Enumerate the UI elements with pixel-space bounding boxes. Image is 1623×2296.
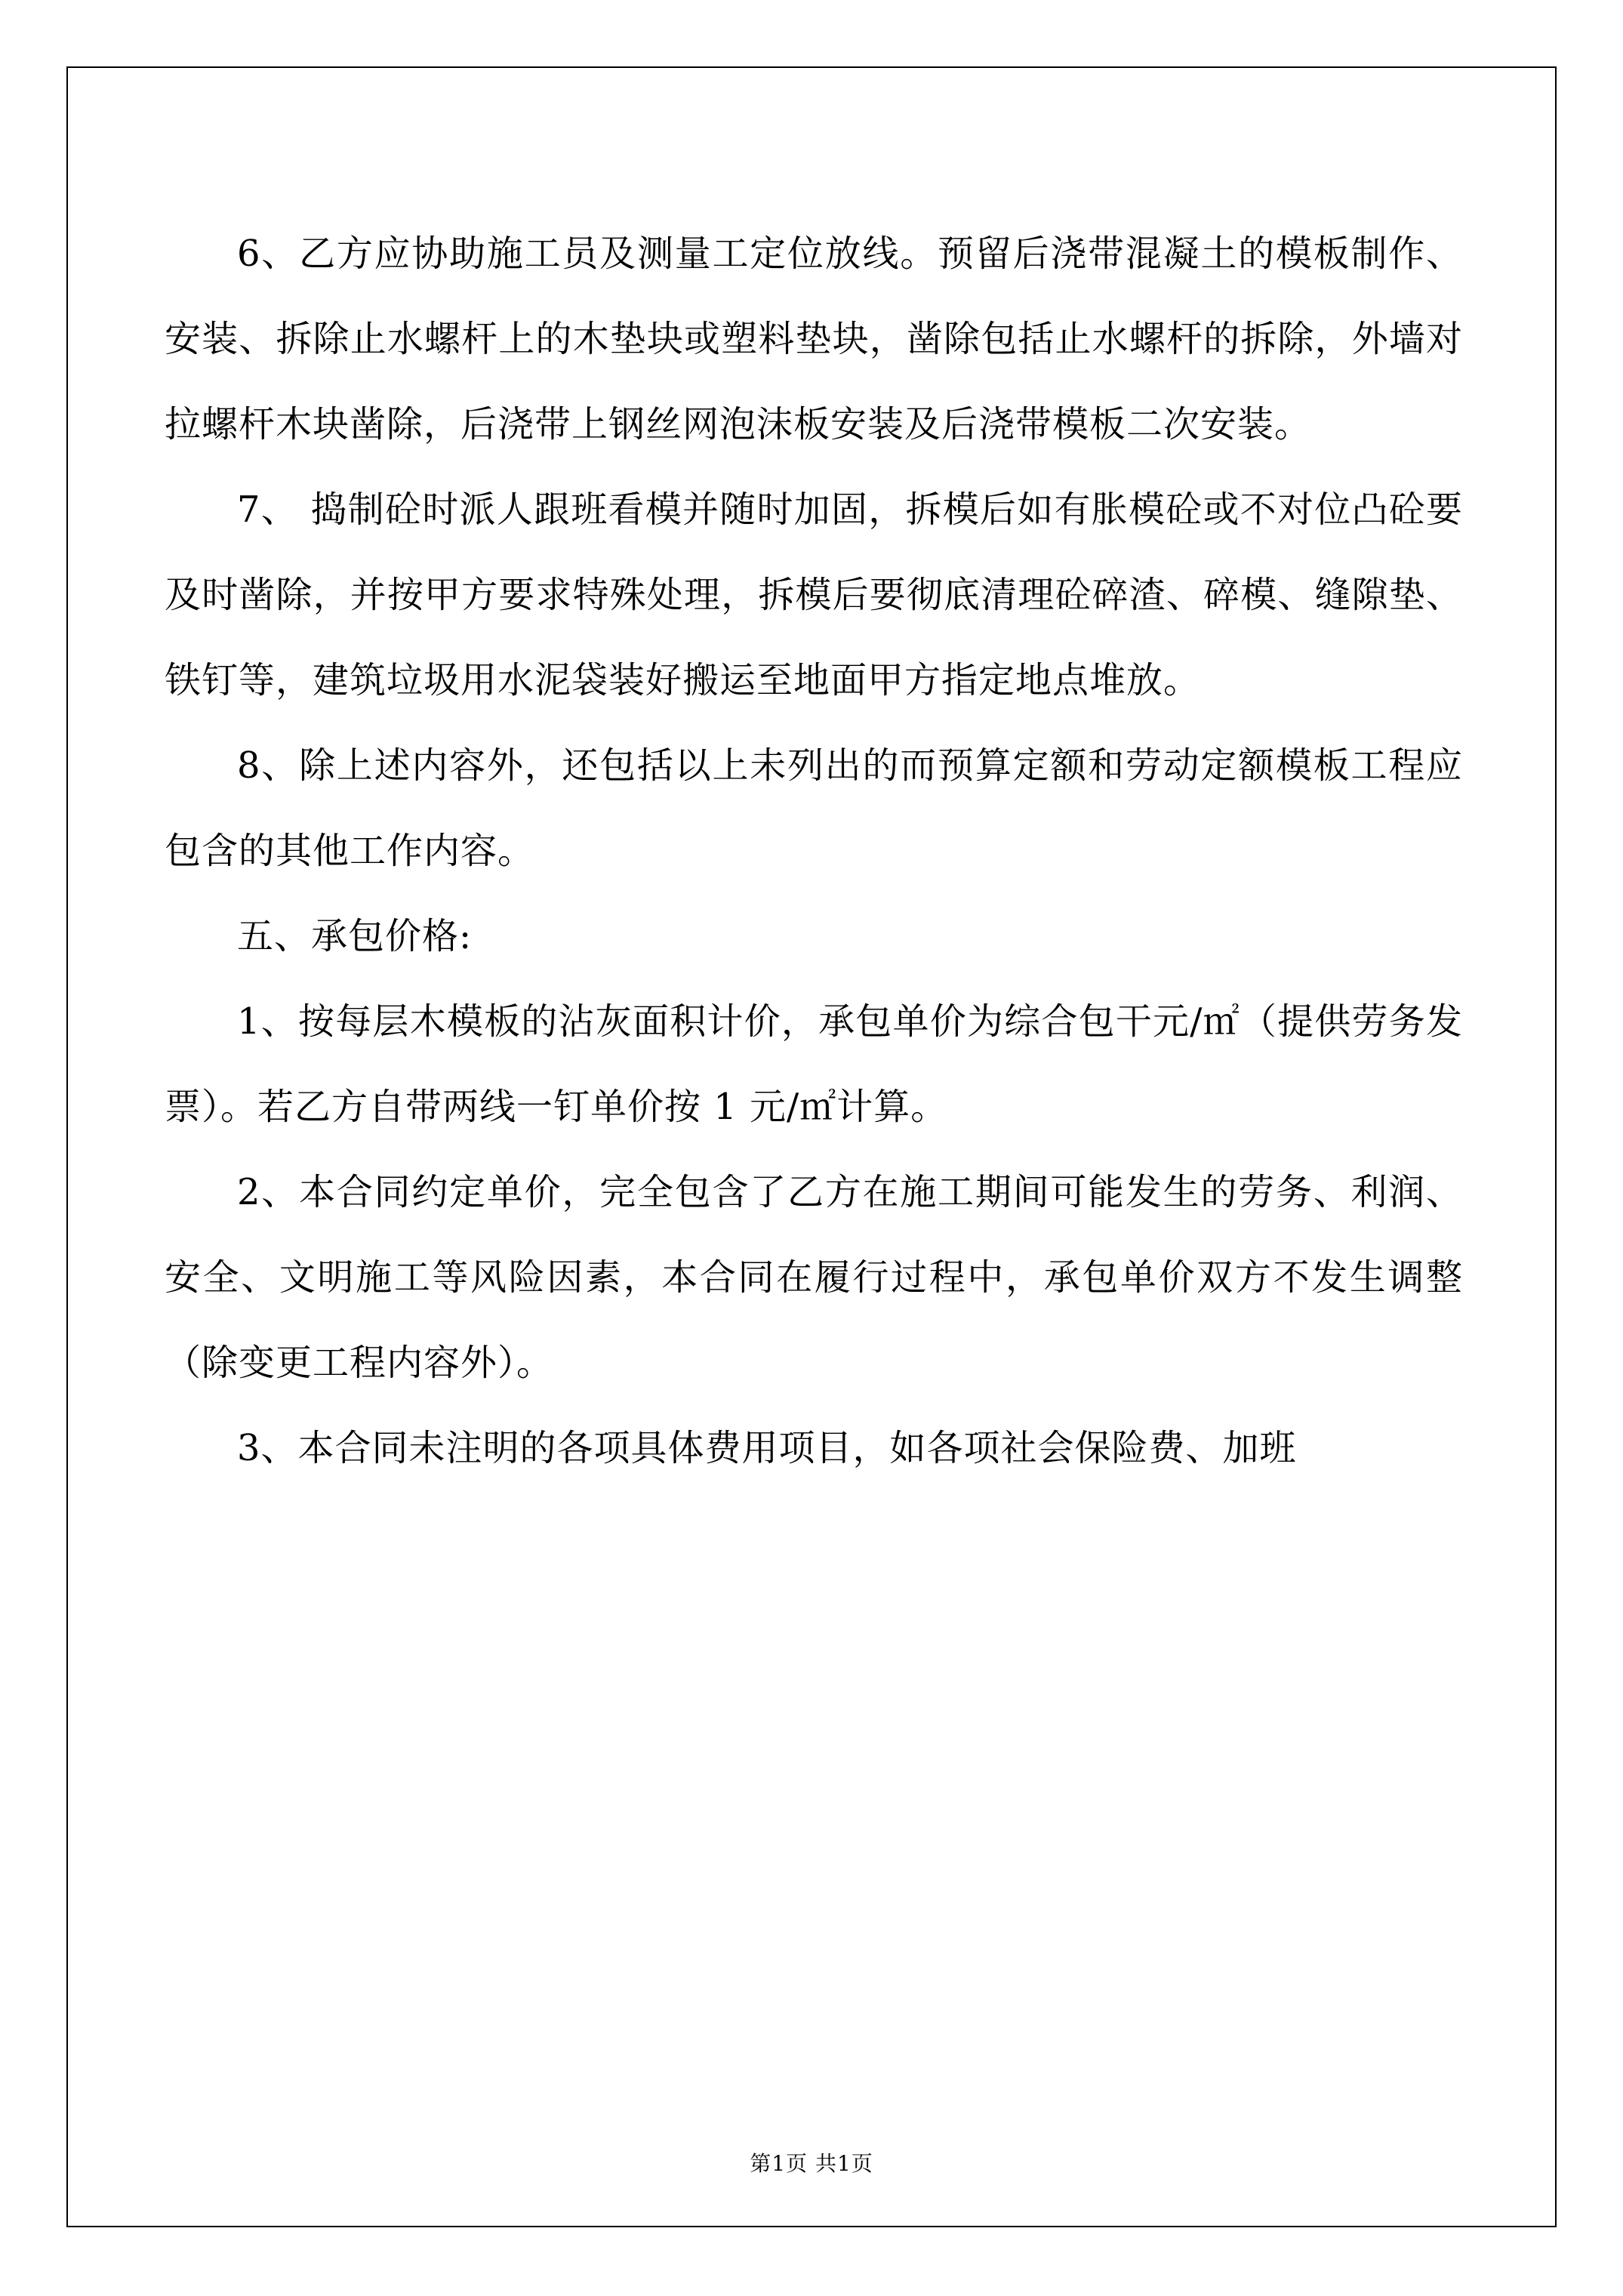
section-heading-contract-price: 五、承包价格: xyxy=(237,915,473,957)
page-footer: 第1页 共1页 xyxy=(750,2151,873,2176)
paragraph-item-8: 8、除上述内容外，还包括以上未列出的而预算定额和劳动定额模板工程应包含的其他工作内容。 xyxy=(165,744,1463,872)
paragraph-item-6: 6、乙方应协助施工员及测量工定位放线。预留后浇带混凝土的模板制作、安装、拆除止水螺杆上的木垫块或塑料垫块，凿除包括止水螺杆的拆除，外墙对拉螺杆木块凿除，后浇带上钢丝网泡沫板安装及后浇带模板二次安装。 xyxy=(165,233,1463,445)
paragraph-price-3: 3、本合同未注明的各项具体费用项目，如各项社会保险费、加班 xyxy=(237,1427,1297,1469)
document-body xyxy=(165,211,1463,1491)
paragraph-price-2: 2、本合同约定单价，完全包含了乙方在施工期间可能发生的劳务、利润、安全、文明施工等风险因素，本合同在履行过程中，承包单价双方不发生调整（除变更工程内容外）。 xyxy=(165,1171,1463,1384)
paragraph-price-1: 1、按每层木模板的沾灰面积计价，承包单价为综合包干元/㎡（提供劳务发票）。若乙方自带两线一钉单价按 1 元/㎡计算。 xyxy=(165,1000,1463,1128)
paragraph-item-7: 7、 捣制砼时派人跟班看模并随时加固，拆模后如有胀模砼或不对位凸砼要及时凿除，并按甲方要求特殊处理，拆模后要彻底清理砼碎渣、碎模、缝隙垫、铁钉等，建筑垃圾用水泥袋装好搬运至地面甲方指定地点堆放。 xyxy=(165,488,1463,701)
